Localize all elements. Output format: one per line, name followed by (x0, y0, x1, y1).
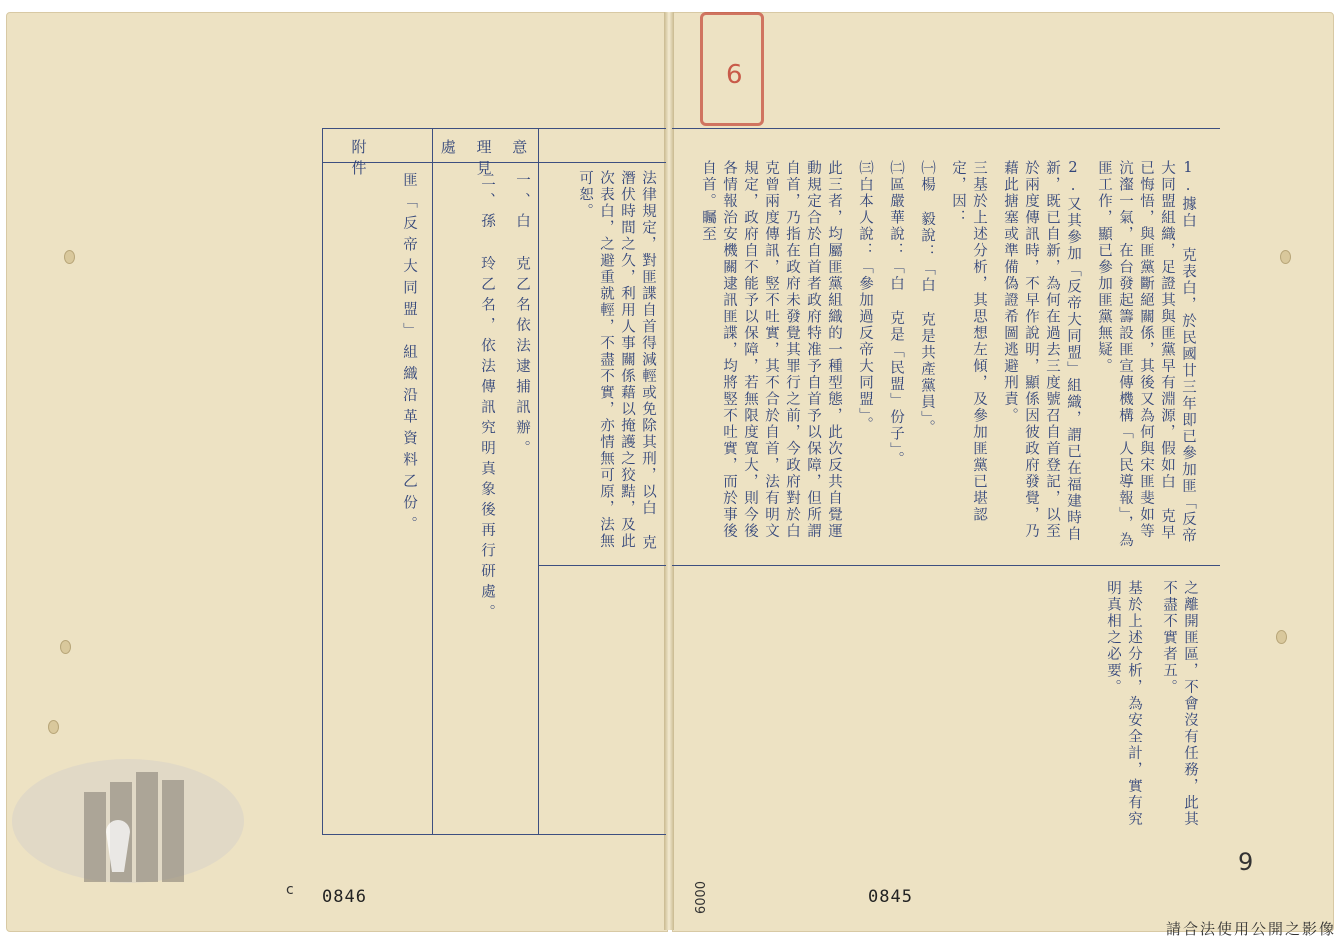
analysis-text: 此三者，均屬匪黨組織的一種型態，此次反共自覺運動規定合於自首者政府特准予自首予以保障，但所謂自首，乃指在政府未發覺其罪行之前，今政府對於白 克曾兩度傳訊，竪不吐實，其不合於自首，法有明文規定，政府自不能予以保障，若無限度寬大，則今後各情報治安機關逮訊匪諜，均將竪不吐實，而於事後自首。矚至 (700, 160, 842, 540)
right-main-text (690, 160, 1198, 560)
quote-2: ㈡區嚴華說：「白 克是「民盟」份子」。 (888, 160, 904, 468)
left-table-left-border (322, 128, 323, 834)
attachment-text-wrap (398, 172, 428, 572)
left-table-top (322, 128, 666, 129)
punch-hole (1276, 630, 1287, 644)
stamp-number: 6 (726, 60, 743, 90)
processing-items (442, 172, 532, 652)
left-table-bottom (322, 834, 666, 835)
attachment-header: 附 件 (351, 138, 407, 177)
left-col-divider-2 (538, 128, 539, 834)
point-1: 1.據白 克表白，於民國廿三年即已參加匪「反帝大同盟組織，足證其與匪黨早有淵源，假如白 克早已悔悟，與匪黨斷絕關係，其後又為何與宋匪斐如等沆瀣一氣，在台發起籌設匪宣傳機構「人民導報」，為匪工作，顯已參加匪黨無疑。 (1096, 160, 1196, 549)
handwritten-id: 0009 (691, 880, 707, 915)
table-top-rule (672, 128, 1220, 129)
processing-item-2: 二、孫 玲乙名，依法傳訊究明真象後再行研處。 (479, 172, 495, 625)
law-continuation-text: 法律規定，對匪諜自首得減輕或免除其刑，以白 克潛伏時間之久，利用人事關係藉以掩護之狡黠，及此次表白，之避重就輕，不盡不實，亦情無可原，法無可恕。 (577, 170, 656, 551)
table-mid-rule (672, 565, 1220, 566)
right-continuation (1105, 580, 1200, 840)
quote-3: ㈢白本人說：「參加過反帝大同盟」。 (857, 160, 873, 434)
point-2: 2.又其參加「反帝大同盟」組織，謂已在福建時自新，既已自新，為何在過去三度號召自首登記，以至於兩度傳訊時，不早作說明，顯係因彼政府發覺，乃藉此搪塞或準備偽證希圖逃避刑責。 (1002, 160, 1081, 543)
attachment-text: 匪「反帝大同盟」組織沿革資料乙份。 (401, 172, 417, 538)
left-col-divider-1 (432, 128, 433, 834)
continuation-line-1: 之離開匪區，不會沒有任務，此其不盡不實者五。 (1161, 580, 1198, 828)
page-fold (664, 12, 674, 930)
left-page-number: 0846 (322, 887, 367, 907)
processing-header: 處 理 意 見 (440, 138, 536, 177)
handwritten-number: 9 (1238, 848, 1254, 876)
punch-hole (1280, 250, 1291, 264)
left-mid-rule (538, 565, 666, 566)
punch-hole (60, 640, 71, 654)
punch-hole (48, 720, 59, 734)
punch-hole (64, 250, 75, 264)
point-3: 三基於上述分析，其思想左傾，及參加匪黨已堪認定，因： (950, 160, 987, 523)
left-mark: c (286, 882, 294, 898)
footer-notice: 請合法使用公開之影像 (1165, 920, 1336, 938)
left-continuation (550, 170, 658, 562)
continuation-line-2: 基於上述分析，為安全計，實有究明真相之必要。 (1105, 580, 1142, 828)
processing-item-1: 一、白 克乙名依法逮捕訊辦。 (514, 172, 530, 461)
archive-logo (10, 752, 246, 890)
right-page-number: 0845 (868, 887, 913, 907)
quote-1: ㈠楊 毅說：「白 克是共產黨員」。 (919, 160, 935, 437)
